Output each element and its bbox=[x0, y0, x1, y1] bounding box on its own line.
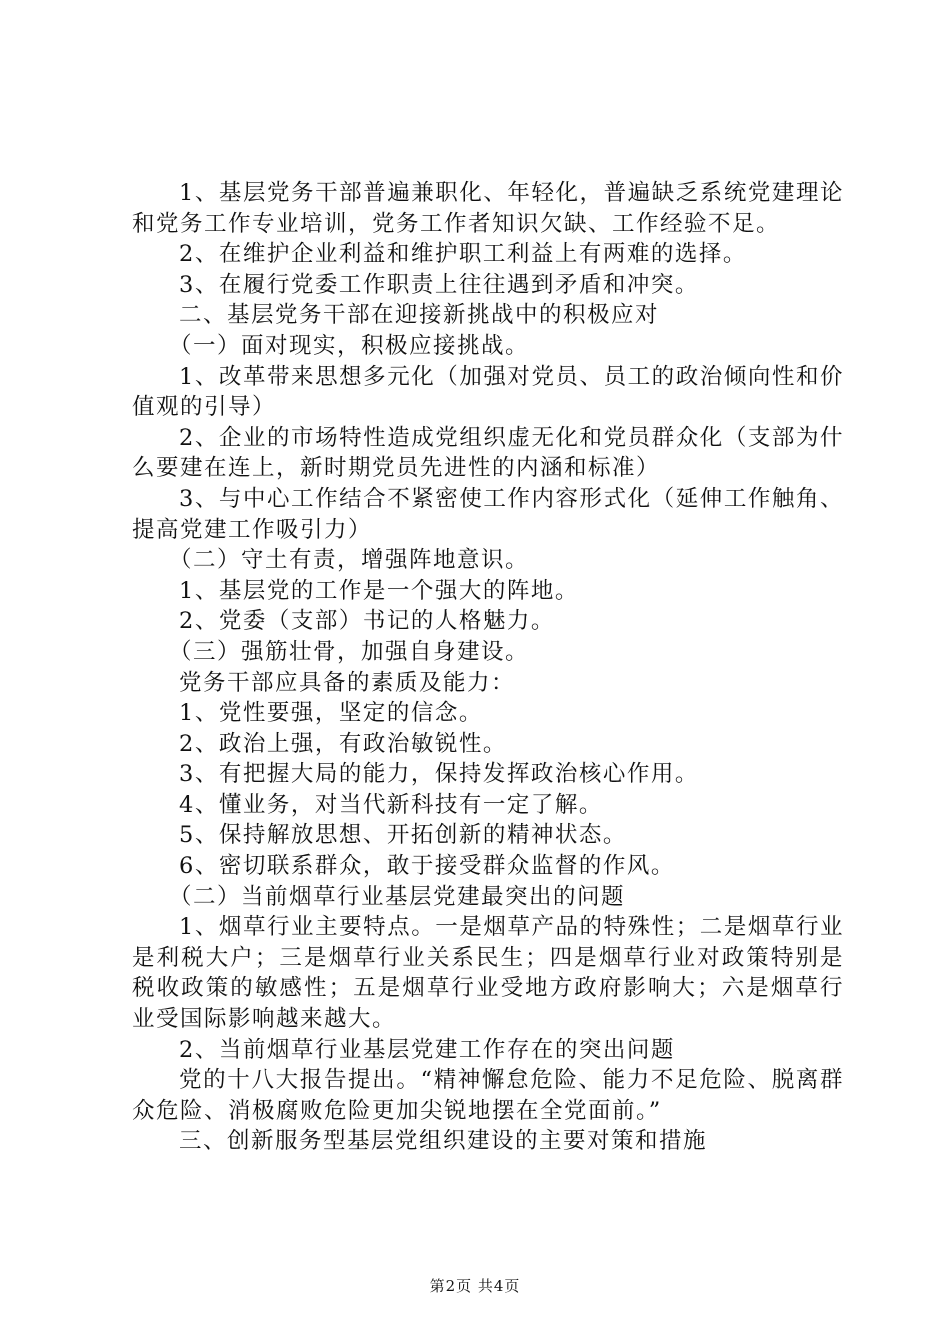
paragraph: 6、密切联系群众，敢于接受群众监督的作风。 bbox=[179, 853, 675, 880]
section-heading: 二、基层党务干部在迎接新挑战中的积极应对 bbox=[179, 302, 660, 329]
paragraph: 2、党委（支部）书记的人格魅力。 bbox=[179, 608, 555, 635]
paragraph: 1、烟草行业主要特点。一是烟草产品的特殊性；二是烟草行业是利税大户；三是烟草行业关系民生；四是烟草行业对政策特别是税收政策的敏感性；五是烟草行业受地方政府影响大；六是烟草行业受国际影响越来越大。 bbox=[132, 914, 844, 1033]
paragraph: 4、懂业务，对当代新科技有一定了解。 bbox=[179, 791, 603, 818]
document-body bbox=[132, 178, 844, 1157]
subsection-heading: （二）守土有责，增强阵地意识。 bbox=[169, 547, 530, 574]
paragraph: 2、当前烟草行业基层党建工作存在的突出问题 bbox=[179, 1036, 675, 1063]
paragraph: 1、基层党务干部普遍兼职化、年轻化，普遍缺乏系统党建理论和党务工作专业培训，党务工作者知识欠缺、工作经验不足。 bbox=[132, 180, 844, 237]
subsection-heading: （一）面对现实，积极应接挑战。 bbox=[169, 332, 530, 359]
section-heading: 三、创新服务型基层党组织建设的主要对策和措施 bbox=[179, 1128, 708, 1155]
page-footer: 第2页 共4页 bbox=[429, 1277, 521, 1295]
paragraph: 5、保持解放思想、开拓创新的精神状态。 bbox=[179, 822, 627, 849]
paragraph: 党务干部应具备的素质及能力： bbox=[179, 669, 516, 696]
paragraph: 3、有把握大局的能力，保持发挥政治核心作用。 bbox=[179, 761, 699, 788]
paragraph: 2、在维护企业利益和维护职工利益上有两难的选择。 bbox=[179, 241, 747, 268]
paragraph: 1、基层党的工作是一个强大的阵地。 bbox=[179, 577, 579, 604]
paragraph: 1、党性要强，坚定的信念。 bbox=[179, 700, 483, 727]
paragraph: 3、与中心工作结合不紧密使工作内容形式化（延伸工作触角、提高党建工作吸引力） bbox=[132, 485, 844, 543]
subsection-heading: （三）强筋壮骨，加强自身建设。 bbox=[169, 638, 530, 665]
paragraph: 2、政治上强，有政治敏锐性。 bbox=[179, 730, 507, 757]
paragraph: 2、企业的市场特性造成党组织虚无化和党员群众化（支部为什么要建在连上，新时期党员先进性的内涵和标准） bbox=[132, 424, 844, 482]
paragraph: 3、在履行党委工作职责上往往遇到矛盾和冲突。 bbox=[179, 271, 699, 298]
paragraph: 党的十八大报告提出。“精神懈怠危险、能力不足危险、脱离群众危险、消极腐败危险更加尖锐地摆在全党面前。” bbox=[132, 1067, 844, 1124]
subsection-heading: （二）当前烟草行业基层党建最突出的问题 bbox=[169, 883, 626, 910]
paragraph: 1、改革带来思想多元化（加强对党员、员工的政治倾向性和价值观的引导） bbox=[132, 363, 844, 421]
